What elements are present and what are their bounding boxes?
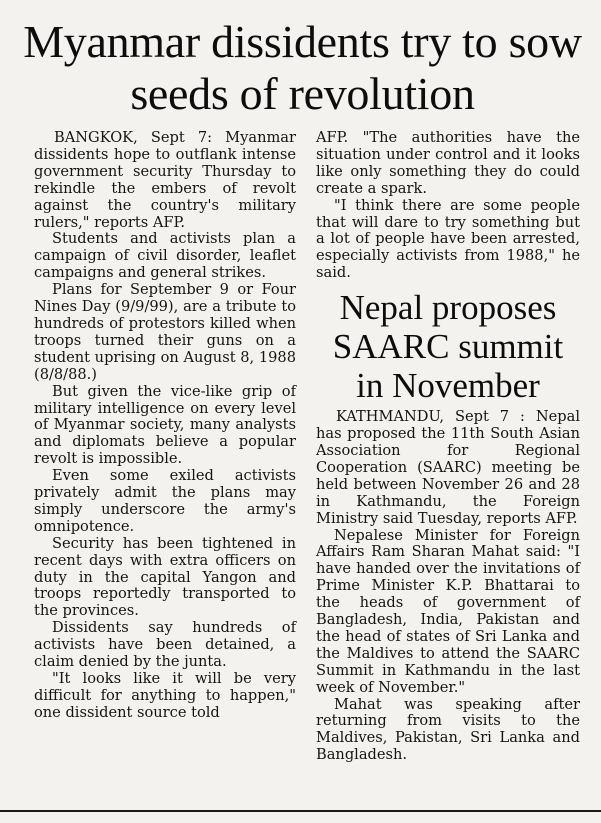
article1-paragraph-1: BANGKOK, Sept 7: Myanmar dissidents hope to outflank intense government security Thursday to rekindle the embers of revolt against the country's military rulers," reports AFP. <box>34 129 296 231</box>
article2-paragraph-2: Nepalese Minister for Foreign Affairs Ram Sharan Mahat said: "I have handed over the invitations of Prime Minister K.P. Bhattarai to the heads of government of Bangladesh, India, Pakistan and the head of states of Sri Lanka and the Maldives to attend the SAARC Summit in Kathmandu in the last week of November." <box>316 526 580 696</box>
article1-column-left <box>34 130 296 722</box>
article1-headline: Myanmar dissidents try to sow seeds of revolution <box>23 16 582 119</box>
article1-paragraph-4: But given the vice-like grip of military intelligence on every level of Myanmar society, many analysts and diplomats believe a popular revolt is impossible. <box>34 382 296 468</box>
article2-paragraph-3: Mahat was speaking after returning from visits to the Maldives, Pakistan, Sri Lanka and Bangladesh. <box>316 695 580 764</box>
article-column-right <box>316 130 580 764</box>
article1-paragraph-7: Dissidents say hundreds of activists have been detained, a claim denied by the junta. <box>34 619 296 671</box>
article1-paragraph-2: Students and activists plan a campaign of civil disorder, leaflet campaigns and general strikes. <box>34 230 296 282</box>
page-bottom-rule <box>0 810 601 812</box>
article1-paragraph-3: Plans for September 9 or Four Nines Day (9/9/99), are a tribute to hundreds of protestors killed when troops turned their guns on a student uprising on August 8, 1988 (8/8/88.) <box>34 281 296 383</box>
article1-paragraph-6: Security has been tightened in recent days with extra officers on duty in the capital Yangon and troops reportedly transported to the provinces. <box>34 534 296 620</box>
article2-paragraph-1: KATHMANDU, Sept 7 : Nepal has proposed the 11th South Asian Association for Regional Cooperation (SAARC) meeting be held between November 26 and 28 in Kathmandu, the Foreign Ministry said Tuesday, reports AFP. <box>316 408 580 527</box>
article1-paragraph-5: Even some exiled activists privately admit the plans may simply underscore the army's omnipotence. <box>34 467 296 535</box>
article1-paragraph-10: "I think there are some people that will dare to try something but a lot of people have been arrested, especially activists from 1988," he said. <box>316 196 580 282</box>
article1-paragraph-9: AFP. "The authorities have the situation under control and it looks like only something they do could create a spark. <box>316 129 580 197</box>
article1-paragraph-8: "It looks like it will be very difficult for anything to happen," one dissident source told <box>34 670 296 721</box>
article2-headline: Nepal proposes SAARC summit in November <box>332 288 564 406</box>
